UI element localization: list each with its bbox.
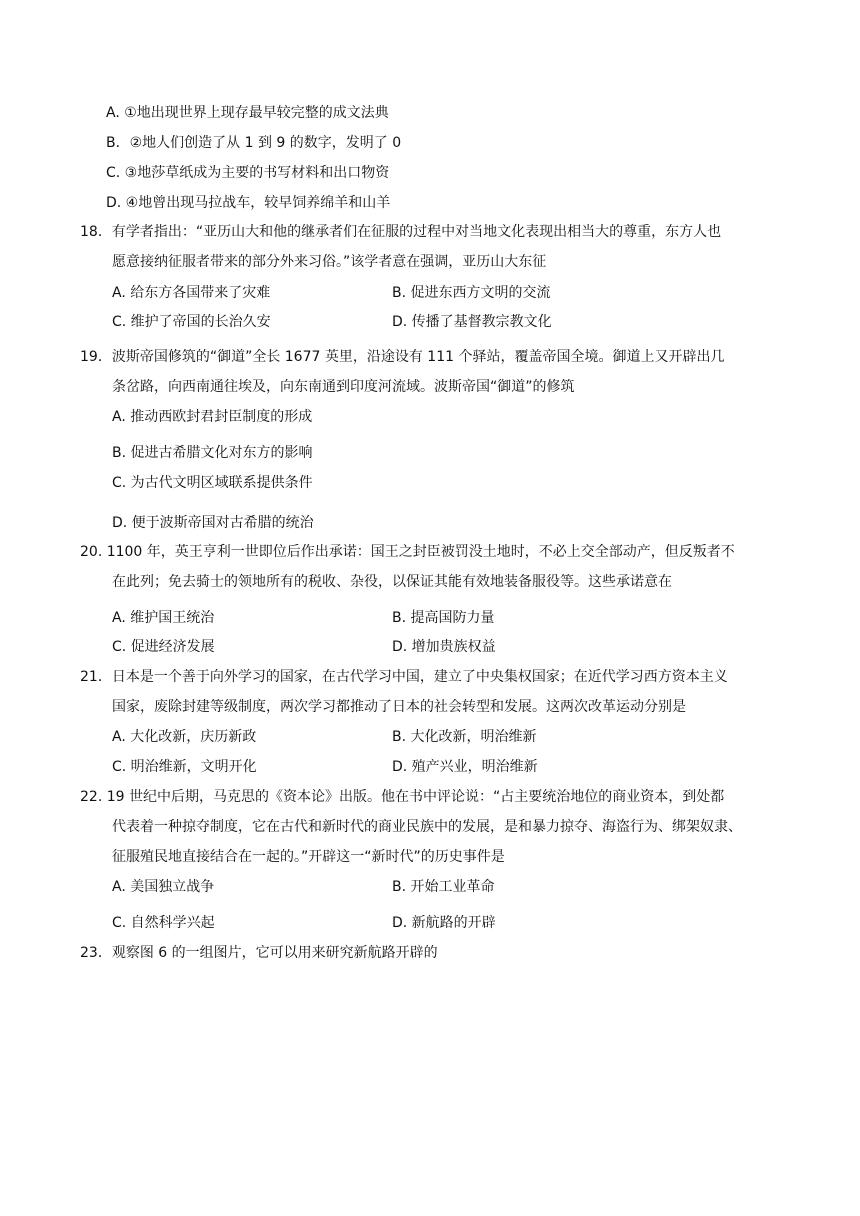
q19-option-c: C. 为古代文明区域联系提供条件	[112, 475, 313, 491]
q19-stem-line1: 19．波斯帝国修筑的“御道”全长 1677 英里，沿途设有 111 个驿站，覆盖帝国全境。御道上又开辟出几	[80, 349, 725, 365]
q17-option-b: B．②地人们创造了从 1 到 9 的数字，发明了 0	[106, 135, 402, 151]
q20-option-b: B. 提高国防力量	[392, 610, 495, 626]
q19-option-d: D. 便于波斯帝国对古希腊的统治	[112, 515, 314, 531]
q17-option-c: C. ③地莎草纸成为主要的书写材料和出口物资	[106, 165, 390, 181]
q19-option-b: B. 促进古希腊文化对东方的影响	[112, 445, 313, 461]
q20-option-c: C. 促进经济发展	[112, 639, 215, 655]
q22-option-a: A. 美国独立战争	[112, 879, 215, 895]
q20-option-d: D. 增加贵族权益	[392, 639, 496, 655]
q21-option-d: D. 殖产兴业，明治维新	[392, 759, 538, 775]
q21-option-b: B. 大化改新，明治维新	[392, 729, 537, 745]
q18-option-a: A. 给东方各国带来了灾难	[112, 285, 271, 301]
q20-stem-line2: 在此列；免去骑士的领地所有的税收、杂役，以保证其能有效地装备服役等。这些承诺意在	[112, 574, 672, 590]
q18-option-c: C. 维护了帝国的长治久安	[112, 314, 271, 330]
q19-option-a: A. 推动西欧封君封臣制度的形成	[112, 409, 313, 425]
q18-stem-line1: 18．有学者指出：“亚历山大和他的继承者们在征服的过程中对当地文化表现出相当大的尊重，东方人也	[80, 224, 722, 240]
q22-option-c: C. 自然科学兴起	[112, 915, 215, 931]
q21-option-c: C. 明治维新，文明开化	[112, 759, 257, 775]
q21-stem-line1: 21．日本是一个善于向外学习的国家，在古代学习中国，建立了中央集权国家；在近代学习西方资本主义	[80, 669, 728, 685]
q18-option-b: B. 促进东西方文明的交流	[392, 285, 551, 301]
q18-option-d: D. 传播了基督教宗教文化	[392, 314, 552, 330]
q17-option-d: D. ④地曾出现马拉战车，较早饲养绵羊和山羊	[106, 195, 391, 211]
q23-stem-line1: 23．观察图 6 的一组图片，它可以用来研究新航路开辟的	[80, 945, 438, 961]
q21-stem-line2: 国家，废除封建等级制度，两次学习都推动了日本的社会转型和发展。这两次改革运动分别是	[112, 699, 686, 715]
q19-stem-line2: 条岔路，向西南通往埃及，向东南通到印度河流域。波斯帝国“御道”的修筑	[112, 379, 575, 395]
q20-stem-line1: 20. 1100 年，英王亨利一世即位后作出承诺：国王之封臣被罚没土地时，不必上交全部动产，但反叛者不	[80, 544, 735, 560]
q22-stem-line1: 22. 19 世纪中后期，马克思的《资本论》出版。他在书中评论说：“占主要统治地位的商业资本，到处都	[80, 789, 725, 805]
q22-option-d: D. 新航路的开辟	[392, 915, 496, 931]
q22-stem-line3: 征服殖民地直接结合在一起的。”开辟这一“新时代”的历史事件是	[112, 849, 505, 865]
q18-stem-line2: 愿意接纳征服者带来的部分外来习俗。”该学者意在强调，亚历山大东征	[112, 254, 547, 270]
q21-option-a: A. 大化改新，庆历新政	[112, 729, 257, 745]
q20-option-a: A. 维护国王统治	[112, 610, 215, 626]
q22-option-b: B. 开始工业革命	[392, 879, 495, 895]
q22-stem-line2: 代表着一种掠夺制度，它在古代和新时代的商业民族中的发展，是和暴力掠夺、海盗行为、绑架奴隶、	[112, 819, 742, 835]
q17-option-a: A. ①地出现世界上现存最早较完整的成文法典	[106, 105, 389, 121]
